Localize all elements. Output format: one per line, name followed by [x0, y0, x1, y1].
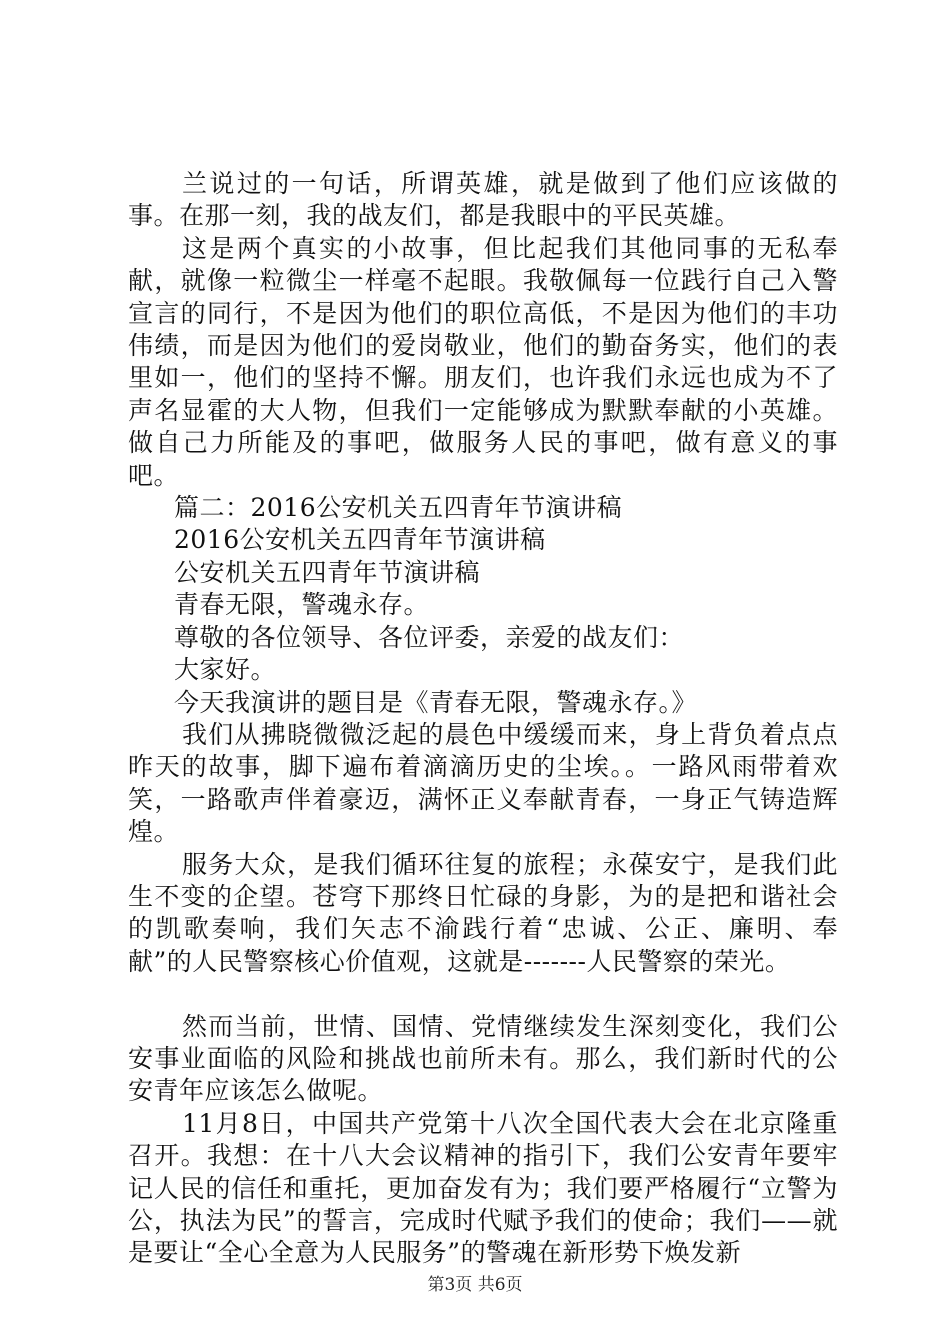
- salutation: 尊敬的各位领导、各位评委，亲爱的战友们：: [174, 622, 685, 652]
- page-number-footer: 第3页 共6页: [427, 1275, 523, 1295]
- paragraph-congress: 11月8日，中国共产党第十八次全国代表大会在北京隆重召开。我想：在十八大会议精神的指引下，我们公安青年要牢记人民的信任和重托，更加奋发有为；我们要严格履行“立警为公，执法为民”的誓言，完成时代赋予我们的使命；我们——就是要让“全心全意为人民服务”的警魂在新形势下焕发新: [128, 1108, 838, 1268]
- section-heading: 篇二：2016公安机关五四青年节演讲稿: [174, 493, 623, 523]
- greeting: 大家好。: [174, 655, 277, 685]
- paragraph-service: 服务大众，是我们循环往复的旅程；永葆安宁，是我们此生不变的企望。苍穹下那终日忙碌的身影，为的是把和谐社会的凯歌奏响，我们矢志不渝践行着“忠诚、公正、廉明、奉献”的人民警察核心价值观，这就是-------人民警察的荣光。: [128, 849, 838, 976]
- document-body: [128, 168, 838, 1270]
- paragraph-challenges: 然而当前，世情、国情、党情继续发生深刻变化，我们公安事业面临的风险和挑战也前所未有。那么，我们新时代的公安青年应该怎么做呢。: [128, 1011, 838, 1106]
- paragraph-dawn: 我们从拂晓微微泛起的晨色中缓缓而来，身上背负着点点昨天的故事，脚下遍布着滴滴历史的尘埃。。一路风雨带着欢笑，一路歌声伴着豪迈，满怀正义奉献青春，一身正气铸造辉煌。: [128, 719, 838, 847]
- paragraph-small-stories: 这是两个真实的小故事，但比起我们其他同事的无私奉献，就像一粒微尘一样毫不起眼。我敬佩每一位践行自己入警宣言的同行，不是因为他们的职位高低，不是因为他们的丰功伟绩，而是因为他们的爱岗敬业，他们的勤奋务实，他们的表里如一，他们的坚持不懈。朋友们，也许我们永远也成为不了声名显霍的大人物，但我们一定能够成为默默奉献的小英雄。做自己力所能及的事吧，做服务人民的事吧，做有意义的事吧。: [128, 233, 838, 490]
- speech-subtitle: 公安机关五四青年节演讲稿: [174, 557, 481, 587]
- speech-title: 2016公安机关五四青年节演讲稿: [174, 525, 546, 555]
- paragraph-hero-quote: 兰说过的一句话，所谓英雄，就是做到了他们应该做的事。在那一刻，我的战友们，都是我眼中的平民英雄。: [128, 169, 838, 231]
- speech-topic: 今天我演讲的题目是《青春无限，警魂永存。》: [174, 687, 698, 717]
- blank-line: [128, 978, 838, 1010]
- speech-theme: 青春无限，警魂永存。: [174, 590, 430, 620]
